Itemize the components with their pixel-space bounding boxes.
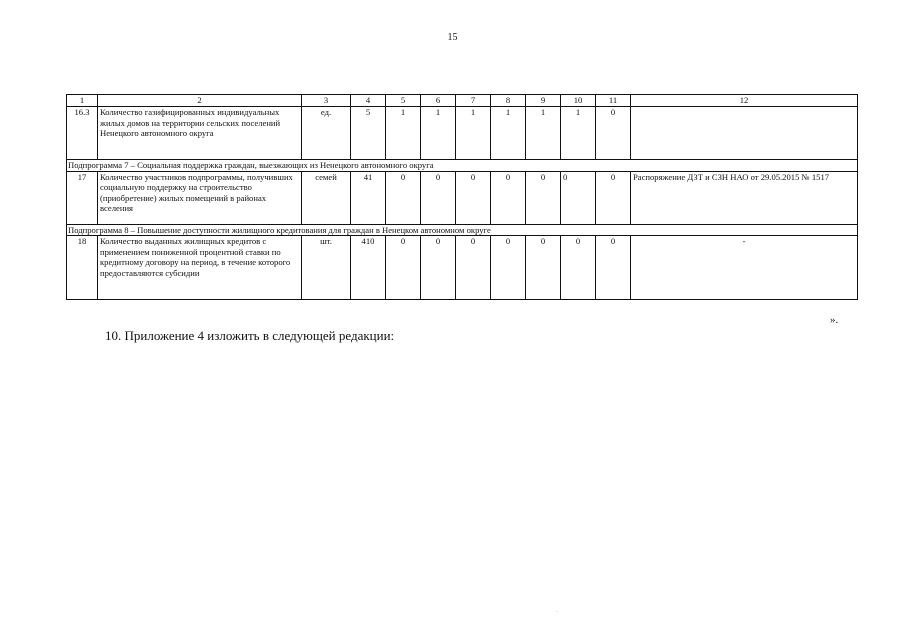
unit: семей [302, 171, 351, 224]
header-cell: 6 [421, 95, 456, 107]
indicator-name: Количество газифицированных индивидуальных жилых домов на территории сельских поселений Ненецкого автономного округа [98, 107, 302, 160]
value-cell: 0 [456, 236, 491, 300]
value-cell: 1 [421, 107, 456, 160]
value-cell: 1 [561, 107, 596, 160]
value-cell: 0 [421, 171, 456, 224]
header-cell: 10 [561, 95, 596, 107]
note-cell [631, 107, 858, 160]
unit: шт. [302, 236, 351, 300]
header-cell: 3 [302, 95, 351, 107]
value-cell: 0 [526, 236, 561, 300]
header-cell: 8 [491, 95, 526, 107]
value-cell: 410 [351, 236, 386, 300]
value-cell: 1 [386, 107, 421, 160]
header-cell: 12 [631, 95, 858, 107]
value-cell: 0 [456, 171, 491, 224]
value-cell: 1 [456, 107, 491, 160]
unit: ед. [302, 107, 351, 160]
subprogram-title: Подпрограмма 8 – Повышение доступности жилищного кредитования для граждан в Ненецком автономном округе [67, 224, 858, 236]
scan-dot: . [556, 608, 558, 614]
note-cell: - [631, 236, 858, 300]
row-number: 18 [67, 236, 98, 300]
header-row [67, 95, 858, 107]
row-number: 16.3 [67, 107, 98, 160]
table-row [67, 236, 858, 300]
value-cell: 0 [421, 236, 456, 300]
header-cell: 7 [456, 95, 491, 107]
value-cell: 0 [561, 236, 596, 300]
subprogram-row [67, 224, 858, 236]
indicator-name: Количество участников подпрограммы, получивших социальную поддержку на строительство (приобретение) жилых помещений в районах вселения [98, 171, 302, 224]
subprogram-title: Подпрограмма 7 – Социальная поддержка граждан, выезжающих из Ненецкого автономного округа [67, 160, 858, 172]
value-cell: 0 [386, 236, 421, 300]
note-cell: Распоряжение ДЗТ и СЗН НАО от 29.05.2015 № 1517 [631, 171, 858, 224]
value-cell: 1 [491, 107, 526, 160]
header-cell: 9 [526, 95, 561, 107]
header-cell: 1 [67, 95, 98, 107]
value-cell: 0 [596, 107, 631, 160]
indicators-table [66, 94, 858, 300]
row-number: 17 [67, 171, 98, 224]
indicator-name: Количество выданных жилищных кредитов с применением пониженной процентной ставки по кредитному договору на период, в течение которого предоставляются субсидии [98, 236, 302, 300]
value-cell: 0 [386, 171, 421, 224]
closing-quote: ». [830, 314, 839, 326]
value-cell: 0 [596, 171, 631, 224]
table-row [67, 171, 858, 224]
value-cell: 0 [526, 171, 561, 224]
value-cell: 0 [596, 236, 631, 300]
header-cell: 11 [596, 95, 631, 107]
value-cell: 0 [561, 171, 596, 224]
value-cell: 0 [491, 171, 526, 224]
header-cell: 4 [351, 95, 386, 107]
header-cell: 5 [386, 95, 421, 107]
value-cell: 5 [351, 107, 386, 160]
table-row [67, 107, 858, 160]
subprogram-row [67, 160, 858, 172]
header-cell: 2 [98, 95, 302, 107]
value-cell: 0 [491, 236, 526, 300]
page-number: 15 [447, 32, 458, 43]
instruction-text: 10. Приложение 4 изложить в следующей редакции: [105, 328, 395, 343]
value-cell: 41 [351, 171, 386, 224]
value-cell: 1 [526, 107, 561, 160]
